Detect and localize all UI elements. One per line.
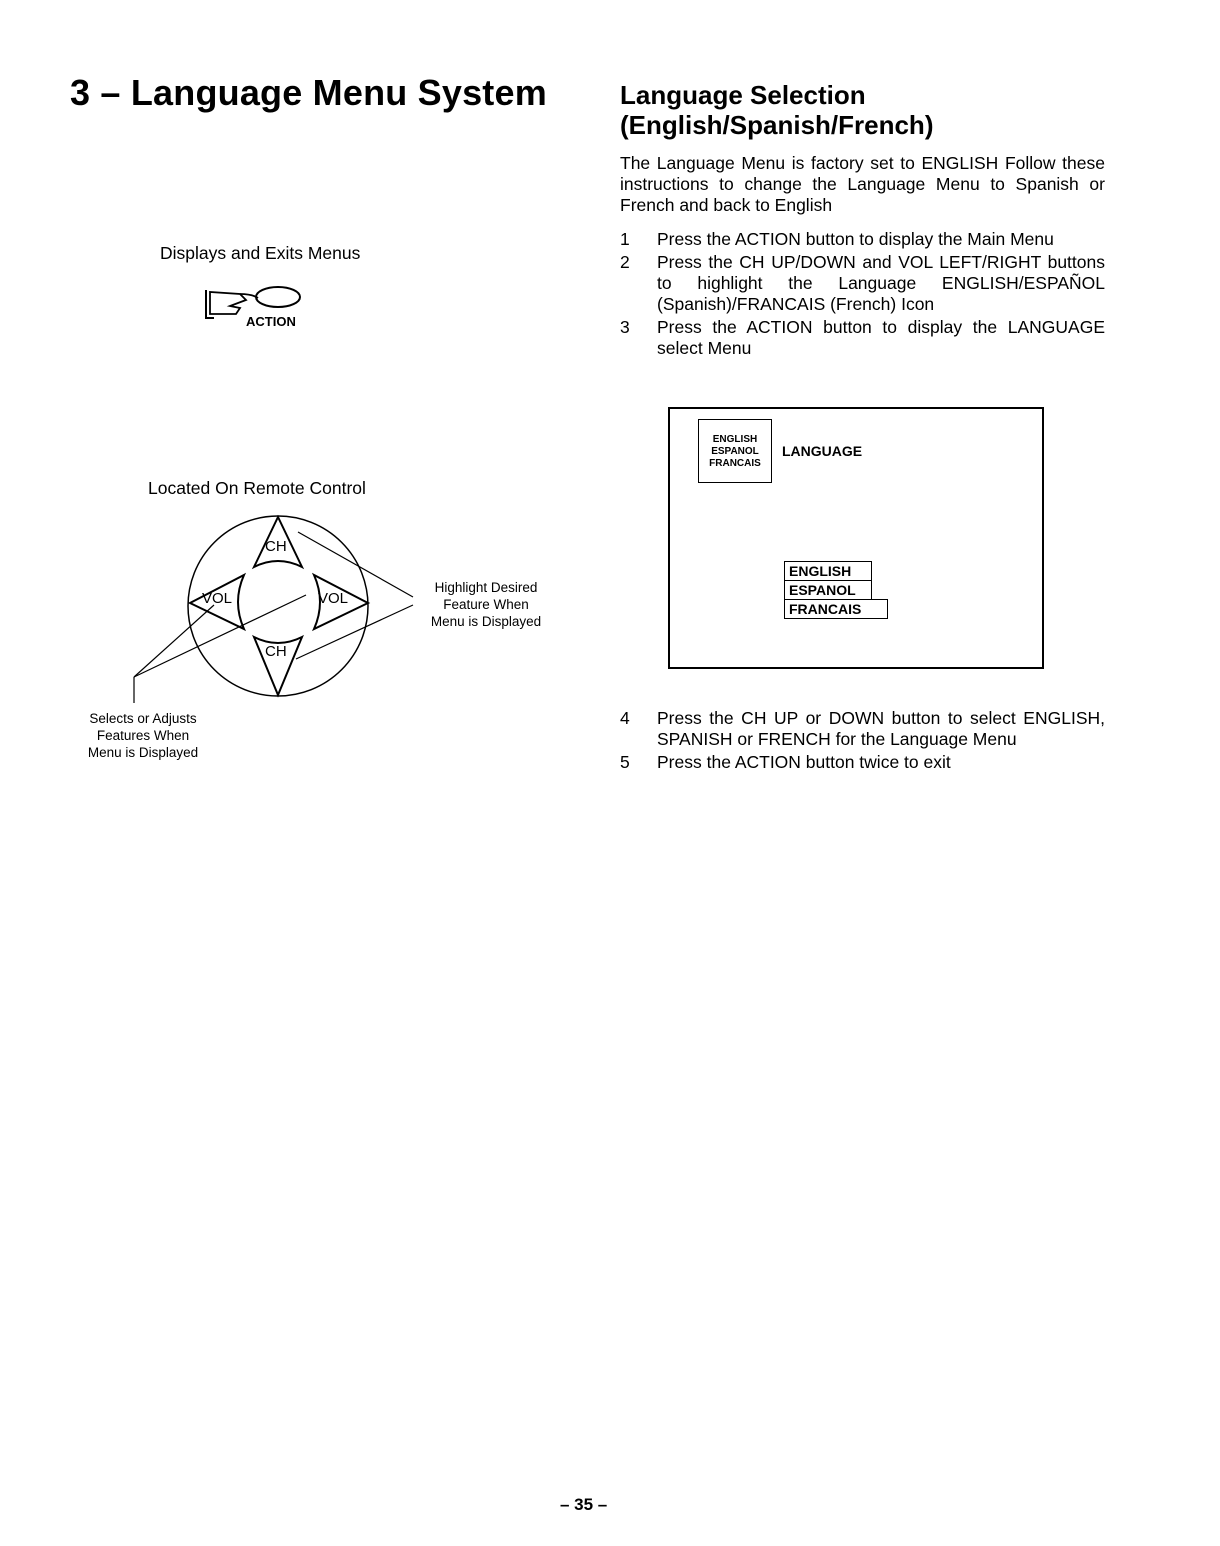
menu-item-francais[interactable]: FRANCAIS — [784, 599, 888, 619]
vol-right-label: VOL — [318, 590, 349, 607]
step-4: 4 Press the CH UP or DOWN button to select ENGLISH, SPANISH or FRENCH for the Language Menu — [620, 708, 1105, 749]
step-3: 3 Press the ACTION button to display the LANGUAGE select Menu — [620, 317, 1105, 358]
action-button-illustration — [200, 282, 320, 332]
page-title: 3 – Language Menu System — [70, 72, 547, 113]
section-heading: Language Selection (English/Spanish/French) — [620, 80, 934, 140]
remote-control-diagram — [120, 505, 430, 705]
ch-up-label: CH — [265, 538, 287, 555]
highlight-desired-label: Highlight Desired Feature When Menu is Displayed — [430, 580, 542, 629]
intro-paragraph: The Language Menu is factory set to ENGLISH Follow these instructions to change the Language Menu to Spanish or French and back to English — [620, 153, 1105, 215]
step-2: 2 Press the CH UP/DOWN and VOL LEFT/RIGHT buttons to highlight the Language ENGLISH/ESPAÑOL (Spanish)/FRANCAIS (French) Icon — [620, 252, 1105, 314]
menu-item-espanol[interactable]: ESPANOL — [784, 580, 872, 599]
language-select-menu — [784, 561, 888, 619]
located-on-remote-label: Located On Remote Control — [148, 478, 366, 498]
tv-screen-illustration — [668, 407, 1044, 669]
language-icon: ENGLISH ESPANOL FRANCAIS — [698, 419, 772, 483]
action-label: ACTION — [246, 314, 296, 329]
step-1: 1 Press the ACTION button to display the Main Menu — [620, 229, 1054, 249]
displays-exits-label: Displays and Exits Menus — [160, 243, 361, 263]
page-number: – 35 – — [560, 1495, 608, 1514]
vol-left-label: VOL — [202, 590, 233, 607]
selects-adjusts-label: Selects or Adjusts Features When Menu is Displayed — [87, 711, 199, 760]
steps-list-1 — [620, 229, 1105, 361]
step-5: 5 Press the ACTION button twice to exit — [620, 752, 951, 772]
language-label: LANGUAGE — [782, 443, 863, 459]
menu-item-english[interactable]: ENGLISH — [784, 561, 872, 580]
ch-down-label: CH — [265, 643, 287, 660]
steps-list-2 — [620, 708, 1105, 775]
